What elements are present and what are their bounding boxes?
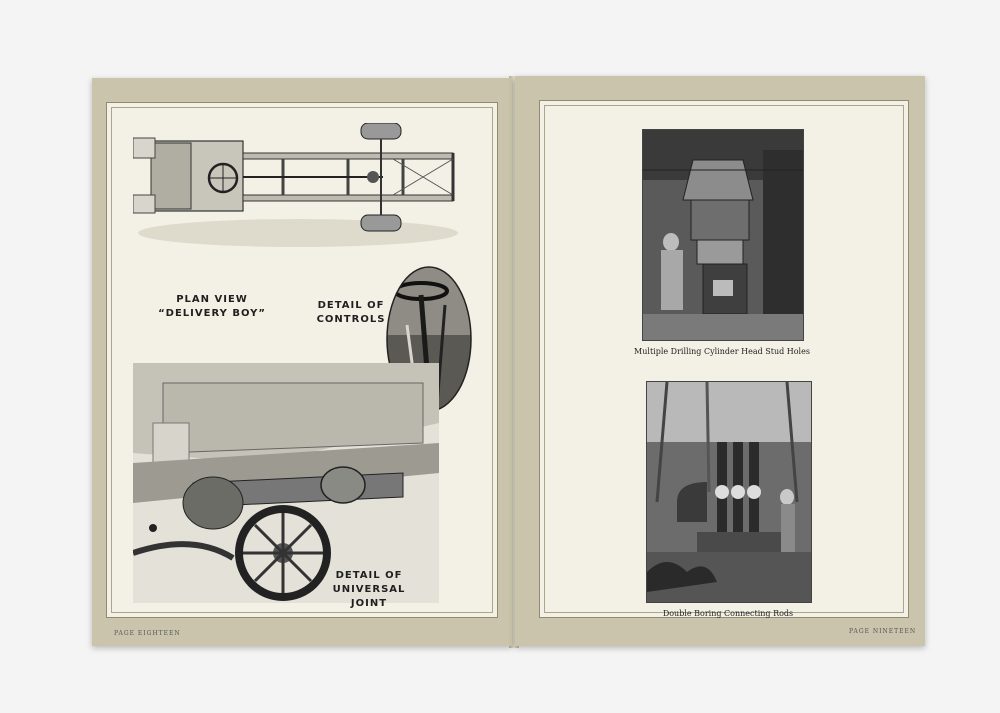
plan-view-caption <box>157 293 267 321</box>
controls-caption-line2: CONTROLS <box>316 314 386 325</box>
left-page-folio: PAGE EIGHTEEN <box>114 630 181 637</box>
drilling-machine-photo <box>642 129 804 341</box>
chassis-plan-view-illustration <box>133 123 463 253</box>
universal-joint-illustration <box>133 363 439 603</box>
universal-joint-caption <box>319 569 419 611</box>
right-page-folio: PAGE NINETEEN <box>849 628 917 635</box>
drilling-photo-caption: Multiple Drilling Cylinder Head Stud Holes <box>634 347 810 356</box>
boring-machine-photo <box>646 381 812 603</box>
right-page <box>515 76 925 646</box>
universal-joint-caption-line2: UNIVERSAL JOINT <box>332 584 406 609</box>
universal-joint-caption-line1: DETAIL OF <box>335 570 403 581</box>
controls-caption <box>309 299 393 327</box>
controls-caption-line1: DETAIL OF <box>317 300 385 311</box>
boring-photo-caption: Double Boring Connecting Rods <box>662 609 794 618</box>
left-page-panel <box>106 102 498 618</box>
plan-view-caption-line1: PLAN VIEW <box>176 294 248 305</box>
plan-view-caption-line2: “DELIVERY BOY” <box>158 308 266 319</box>
left-page <box>92 78 512 646</box>
right-page-panel <box>539 100 909 618</box>
